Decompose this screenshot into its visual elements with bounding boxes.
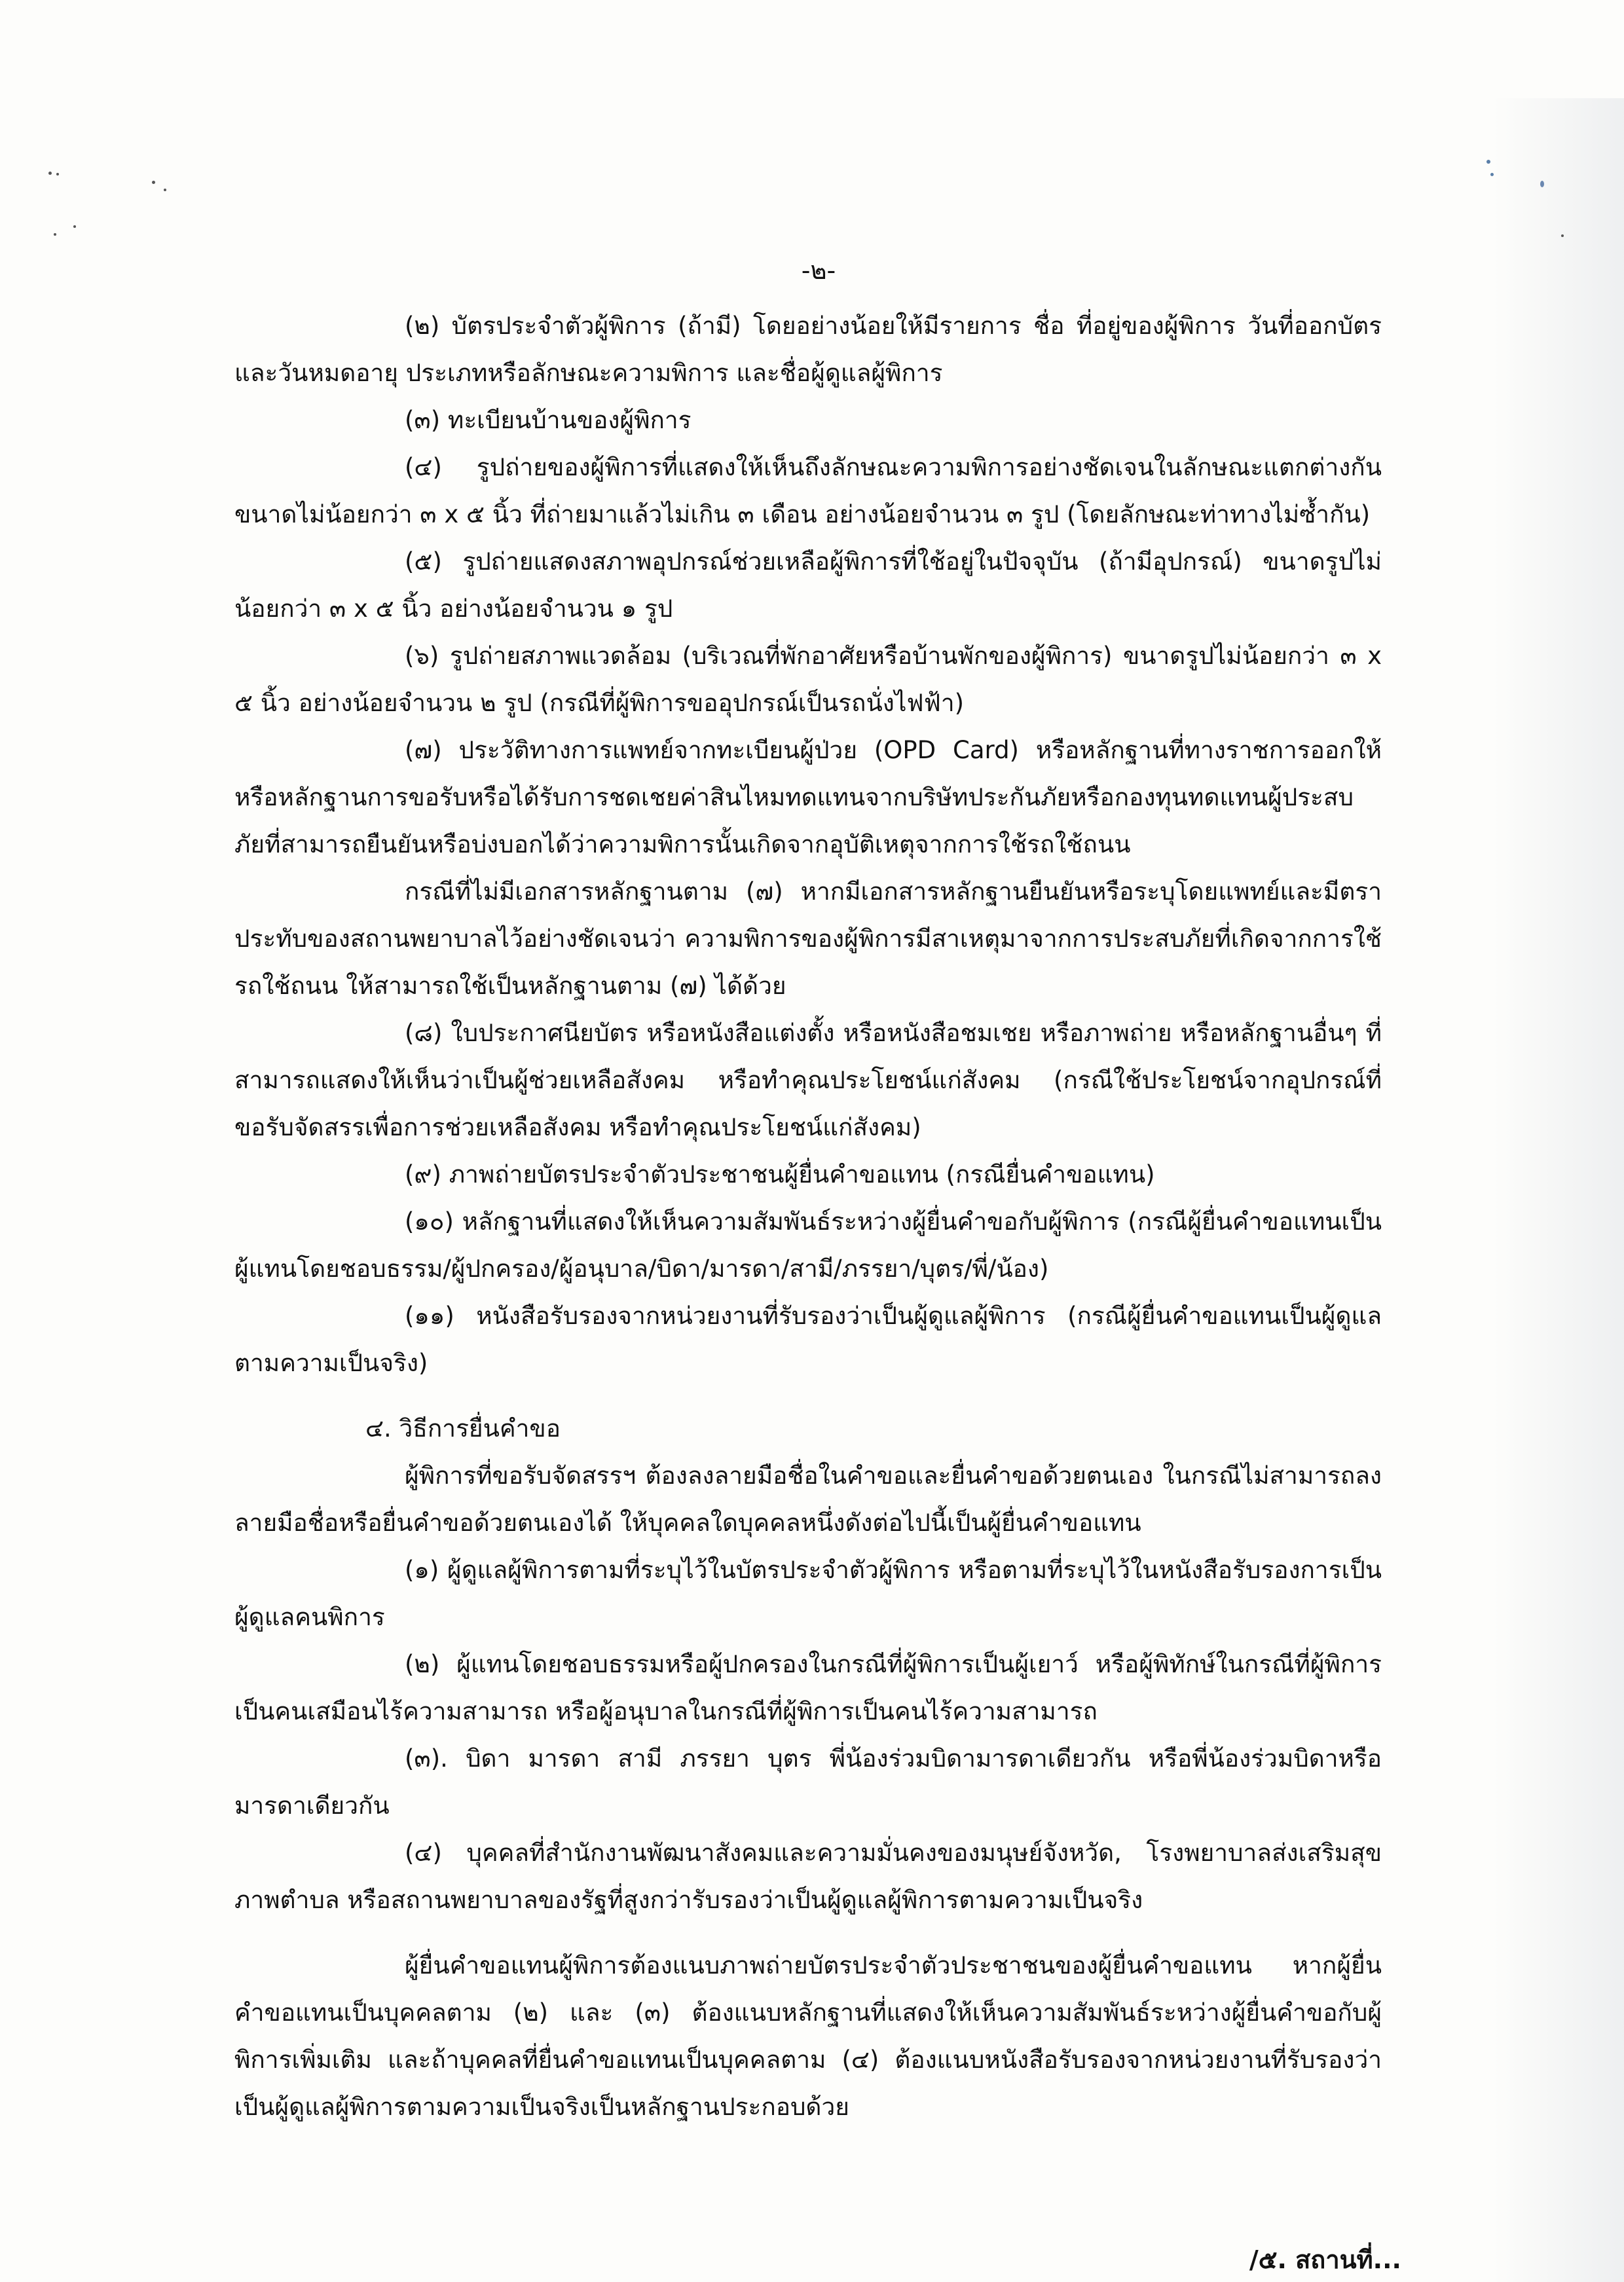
closing-paragraph: ผู้ยื่นคำขอแทนผู้พิการต้องแนบภาพถ่ายบัตรประจำตัวประชาชนของผู้ยื่นคำขอแทน หากผู้ยื่นคำขอแทนเป็นบุคคลตาม (๒) และ (๓) ต้องแนบหลักฐานที่แสดงให้เห็นความสัมพันธ์ระหว่างผู้ยื่นคำขอกับผู้พิการเพิ่มเติม และถ้าบุคคลที่ยื่นคำขอแทนเป็นบุคคลตาม (๔) ต้องแนบหนังสือรับรองจากหน่วยงานที่รับรองว่าเป็นผู้ดูแลผู้พิการตามความเป็นจริงเป็นหลักฐานประกอบด้วย — [234, 1951, 1382, 2121]
page-continuation: /๕. สถานที่... — [1249, 2245, 1401, 2274]
list-item: กรณีที่ไม่มีเอกสารหลักฐานตาม (๗) หากมีเอกสารหลักฐานยืนยันหรือระบุโดยแพทย์และมีตราประทับของสถานพยาบาลไว้อย่างชัดเจนว่า ความพิการของผู้พิการมีสาเหตุมาจากการประสบภัยที่เกิดจากการใช้รถใช้ถนน ให้สามารถใช้เป็นหลักฐานตาม (๗) ได้ด้วย — [234, 877, 1382, 1000]
scan-speck — [1490, 173, 1494, 176]
section-heading: ๔. วิธีการยื่นคำขอ — [365, 1414, 561, 1443]
list-item: (๑๑) หนังสือรับรองจากหน่วยงานที่รับรองว่าเป็นผู้ดูแลผู้พิการ (กรณีผู้ยื่นคำขอแทนเป็นผู้ดูแลตามความเป็นจริง) — [234, 1302, 1382, 1377]
scan-speck — [1561, 234, 1564, 237]
list-item: (๖) รูปถ่ายสภาพแวดล้อม (บริเวณที่พักอาศัยหรือบ้านพักของผู้พิการ) ขนาดรูปไม่น้อยกว่า ๓ x ๕ นิ้ว อย่างน้อยจำนวน ๒ รูป (กรณีที่ผู้พิการขออุปกรณ์เป็นรถนั่งไฟฟ้า) — [234, 642, 1382, 717]
page-number: -๒- — [801, 256, 836, 285]
list-item: (๗) ประวัติทางการแพทย์จากทะเบียนผู้ป่วย (OPD Card) หรือหลักฐานที่ทางราชการออกให้ หรือหลักฐานการขอรับหรือได้รับการชดเชยค่าสินไหมทดแทนจากบริษัทประกันภัยหรือกองทุนทดแทนผู้ประสบภัยที่สามารถยืนยันหรือบ่งบอกได้ว่าความพิการนั้นเกิดจากอุบัติเหตุจากการใช้รถใช้ถนน — [234, 736, 1382, 858]
list-item: (๒) บัตรประจำตัวผู้พิการ (ถ้ามี) โดยอย่างน้อยให้มีรายการ ชื่อ ที่อยู่ของผู้พิการ วันที่ออกบัตร และวันหมดอายุ ประเภทหรือลักษณะความพิการ และชื่อผู้ดูแลผู้พิการ — [234, 312, 1382, 387]
list-item: (๙) ภาพถ่ายบัตรประจำตัวประชาชนผู้ยื่นคำขอแทน (กรณียื่นคำขอแทน) — [405, 1160, 1155, 1188]
list-item: (๑๐) หลักฐานที่แสดงให้เห็นความสัมพันธ์ระหว่างผู้ยื่นคำขอกับผู้พิการ (กรณีผู้ยื่นคำขอแทนเป็นผู้แทนโดยชอบธรรม/ผู้ปกครอง/ผู้อนุบาล/บิดา/มารดา/สามี/ภรรยา/บุตร/พี่/น้อง) — [234, 1207, 1382, 1283]
list-item: (๑) ผู้ดูแลผู้พิการตามที่ระบุไว้ในบัตรประจำตัวผู้พิการ หรือตามที่ระบุไว้ในหนังสือรับรองการเป็นผู้ดูแลคนพิการ — [234, 1556, 1382, 1631]
list-item: (๕) รูปถ่ายแสดงสภาพอุปกรณ์ช่วยเหลือผู้พิการที่ใช้อยู่ในปัจจุบัน (ถ้ามีอุปกรณ์) ขนาดรูปไม่น้อยกว่า ๓ x ๕ นิ้ว อย่างน้อยจำนวน ๑ รูป — [234, 547, 1382, 623]
spacer — [234, 1924, 1382, 1942]
scan-speck — [152, 181, 155, 184]
scan-shadow — [1493, 98, 1624, 2282]
scan-speck — [1540, 181, 1544, 187]
list-item: (๓). บิดา มารดา สามี ภรรยา บุตร พี่น้องร่วมบิดามารดาเดียวกัน หรือพี่น้องร่วมบิดาหรือมารดาเดียวกัน — [234, 1744, 1382, 1820]
scan-speck — [48, 172, 52, 175]
list-item: (๒) ผู้แทนโดยชอบธรรมหรือผู้ปกครองในกรณีที่ผู้พิการเป็นผู้เยาว์ หรือผู้พิทักษ์ในกรณีที่ผู้พิการเป็นคนเสมือนไร้ความสามารถ หรือผู้อนุบาลในกรณีที่ผู้พิการเป็นคนไร้ความสามารถ — [234, 1650, 1382, 1725]
scan-speck — [1486, 160, 1490, 164]
list-item: (๔) บุคคลที่สำนักงานพัฒนาสังคมและความมั่นคงของมนุษย์จังหวัด, โรงพยาบาลส่งเสริมสุขภาพตำบล หรือสถานพยาบาลของรัฐที่สูงกว่ารับรองว่าเป็นผู้ดูแลผู้พิการตามความเป็นจริง — [234, 1839, 1382, 1914]
document-body — [234, 303, 1382, 2131]
spacer — [234, 1387, 1382, 1405]
list-item: (๓) ทะเบียนบ้านของผู้พิการ — [405, 406, 692, 434]
list-item: ผู้พิการที่ขอรับจัดสรรฯ ต้องลงลายมือชื่อในคำขอและยื่นคำขอด้วยตนเอง ในกรณีไม่สามารถลงลายมือชื่อหรือยื่นคำขอด้วยตนเองได้ ให้บุคคลใดบุคคลหนึ่งดังต่อไปนี้เป็นผู้ยื่นคำขอแทน — [234, 1462, 1382, 1537]
scan-speck — [56, 173, 59, 175]
scan-speck — [164, 189, 166, 191]
scan-speck — [54, 233, 56, 236]
list-item: (๘) ใบประกาศนียบัตร หรือหนังสือแต่งตั้ง หรือหนังสือชมเชย หรือภาพถ่าย หรือหลักฐานอื่นๆ ที่สามารถแสดงให้เห็นว่าเป็นผู้ช่วยเหลือสังคม หรือทำคุณประโยชน์แก่สังคม (กรณีใช้ประโยชน์จากอุปกรณ์ที่ขอรับจัดสรรเพื่อการช่วยเหลือสังคม หรือทำคุณประโยชน์แก่สังคม) — [234, 1019, 1382, 1141]
scan-speck — [73, 225, 76, 228]
list-item: (๔) รูปถ่ายของผู้พิการที่แสดงให้เห็นถึงลักษณะความพิการอย่างชัดเจนในลักษณะแตกต่างกัน ขนาดไม่น้อยกว่า ๓ x ๕ นิ้ว ที่ถ่ายมาแล้วไม่เกิน ๓ เดือน อย่างน้อยจำนวน ๓ รูป (โดยลักษณะท่าทางไม่ซ้ำกัน) — [234, 453, 1382, 528]
